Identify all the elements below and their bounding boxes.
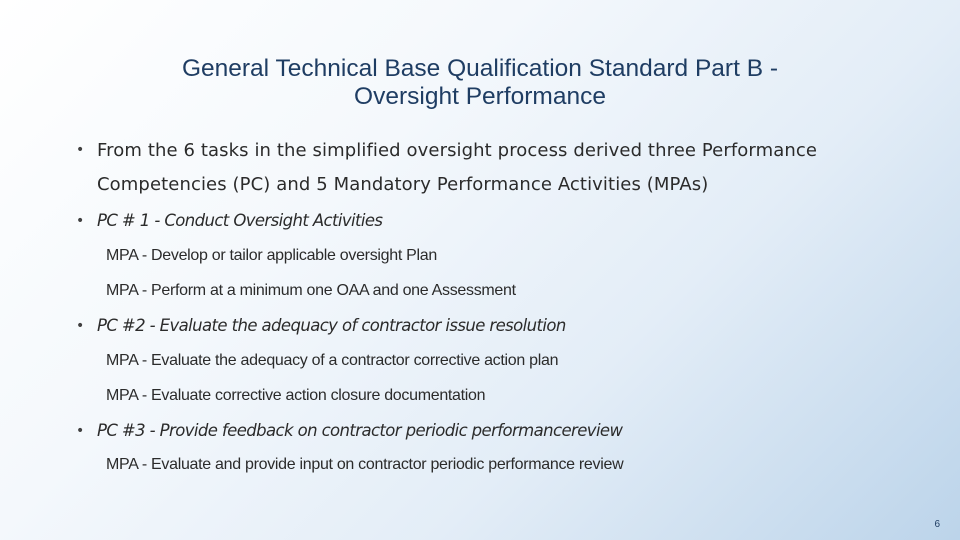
competency-label-3: PC #3 - Provide feedback on contractor periodic performancereview bbox=[97, 421, 623, 440]
competency-label-1: PC # 1 - Conduct Oversight Activities bbox=[97, 211, 383, 230]
mpa-item-1-2: MPA - Perform at a minimum one OAA and one Assessment bbox=[106, 282, 516, 299]
intro-text-line-2: Competencies (PC) and 5 Mandatory Performance Activities (MPAs) bbox=[97, 174, 709, 195]
slide-number: 6 bbox=[934, 519, 940, 530]
slide-title-line-2: Oversight Performance bbox=[354, 83, 606, 110]
intro-text bbox=[97, 134, 817, 202]
mpa-item-1-1: MPA - Develop or tailor applicable oversight Plan bbox=[106, 247, 437, 264]
bullet-marker: • bbox=[76, 318, 85, 334]
mpa-item-3-1: MPA - Evaluate and provide input on contractor periodic performance review bbox=[106, 456, 624, 473]
bullet-marker: • bbox=[76, 142, 85, 158]
slide-title bbox=[80, 55, 880, 111]
intro-text-line-1: From the 6 tasks in the simplified oversight process derived three Performance bbox=[97, 140, 818, 161]
bullet-marker: • bbox=[76, 213, 85, 229]
bullet-marker: • bbox=[76, 423, 85, 439]
competency-label-2: PC #2 - Evaluate the adequacy of contractor issue resolution bbox=[97, 316, 566, 335]
mpa-item-2-1: MPA - Evaluate the adequacy of a contractor corrective action plan bbox=[106, 352, 559, 369]
slide-title-line-1: General Technical Base Qualification Standard Part B - bbox=[181, 55, 779, 82]
mpa-item-2-2: MPA - Evaluate corrective action closure documentation bbox=[106, 387, 486, 404]
